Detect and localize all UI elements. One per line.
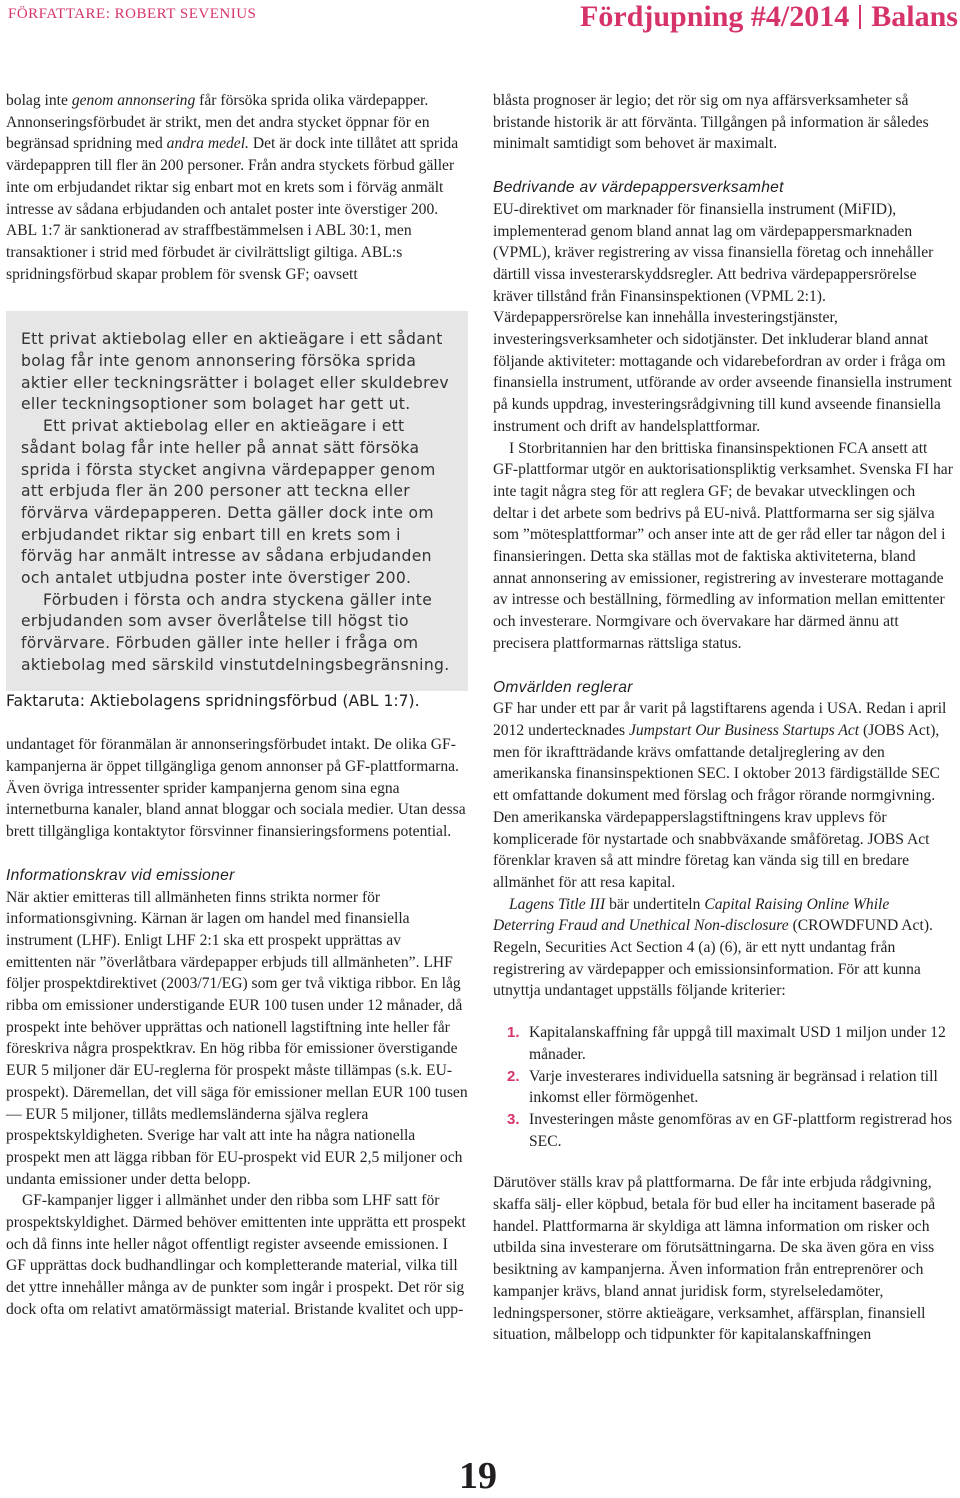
left-column	[6, 90, 468, 1321]
subheading-informationskrav: Informationskrav vid emissioner	[6, 866, 235, 884]
header-separator	[859, 5, 861, 29]
criteria-item: 1. Kapitalanskaffning får uppgå till maximalt USD 1 miljon under 12 månader.	[507, 1024, 946, 1063]
fact-box-caption: Faktaruta: Aktiebolagens spridningsförbud (ABL 1:7).	[6, 691, 420, 710]
criteria-number: 2.	[507, 1067, 520, 1085]
criteria-number: 3.	[507, 1110, 520, 1128]
right-paragraph-2: EU-direktivet om marknader för finansiella instrument (MiFID), implementerad genom bland annat lag om värdepappersmarknaden (VPML), kräver registrering av vissa finansiella företag och innehåller därtill vissa investerarskyddsregler. Att bedriva värdepappersrörelse kräver tillstånd från Finansinspektionen (VPML 2:1). Värdepappersrörelse kan innehålla investeringstjänster, investeringsverksamheter och sidotjänster. Det inkluderar bland annat följande aktiviteter: mottagande och vidarebefordran av order i fråga om finansiella instrument, utförande av order avseende finansiella instrument på kunds uppdrag, investeringsrådgivning till kund avseende finansiella instrument och drift av handelsplattformar.	[493, 200, 952, 435]
publication-header	[580, 0, 958, 34]
fact-box-paragraph: Ett privat aktiebolag eller en aktieägare i ett sådant bolag får inte heller på annat sätt försöka sprida i första stycket angivna värdepapper genom att erbjuda fler än 200 personer att teckna eller förvärva värdepapperen. Detta gäller dock inte om erbjudandet riktar sig enbart till en krets som i förväg har anmält intresse av sådana erbjudanden och antalet utbjudna poster inte överstiger 200.	[21, 417, 436, 588]
right-paragraph-6: Därutöver ställs krav på plattformarna. De får inte erbjuda rådgivning, skaffa sälj- eller köpbud, betala för bud eller ha incitament baserade på handel. Plattformarna är skyldiga att lämna information om risker och utbilda sina investerare om förutsättningarna. De ska även göra en viss besiktning av kampanjerna. Även information från entreprenörer och kampanjer krävs, bland annat juridisk form, styrelseledamöter, ledningspersoner, större aktieägare, verksamhet, affärsplan, finansiell situation, målbelopp och tidpunkter för kapitalanskaffningen	[493, 1174, 936, 1344]
right-paragraph-3: I Storbritannien har den brittiska finansinspektionen FCA ansett att GF-plattformar utgör en auktorisationspliktig verksamhet. Svenska FI har inte tagit några steg för att reglera GF; de bevakar utvecklingen och deltar i det arbete som bedrivs på EU-nivå. Plattformarna ser sig själva som ”mötesplattformar” och anser inte att de ger råd eller tar någon del i finansieringen. Detta ska ställas mot de faktiska aktiviteterna, bland annat annonsering av emissioner, registrering av investerare mottagande av intresse och beställning, förmedling av information mellan emittenter och investerare. Normgivare och övervakare har därmed ännu att precisera plattformarnas rättsliga status.	[493, 439, 953, 652]
subheading-omvarlden: Omvärlden reglerar	[493, 678, 633, 696]
right-paragraph-4: GF har under ett par år varit på lagstiftarens agenda i USA. Redan i april 2012 undertecknades Jumpstart Our Business Startups Act (JOBS Act), men för ikraftträdande krävs omfattande detaljreglering av den amerikanska finansinspektionen SEC. I oktober 2013 färdigställde SEC ett omfattande dokument med förslag och frågor rörande normgivning. Den amerikanska värdepapperslagstiftningens krav upplevs för komplicerade för nystartade och snabbväxande småföretag. JOBS Act förenklar kraven så att mindre företag kan vända sig till en bredare allmänhet för att resa kapital.	[493, 700, 947, 891]
right-paragraph-5: Lagens Title III bär undertiteln Capital Raising Online While Deterring Fraud and Unethical Non-disclosure (CROWDFUND Act). Regeln, Securities Act Section 4 (a) (6), är ett nytt undantag från registrering av värdepapper och emissionsinformation. För att kunna utnyttja undantaget uppställs följande kriterier:	[493, 895, 933, 1000]
left-paragraph-4: GF-kampanjer ligger i allmänhet under den ribba som LHF satt för prospektskyldighet. Därmed behöver emittenten inte upprätta ett prospekt och då finns inte heller något offentligt register avseende emissionen. I GF upprättas dock budhandlingar och kompletterande material, vilka till det yttre innehåller många av de punkter som ingår i prospekt. Det rör sig dock ofta om relativt amatörmässigt material. Bristande kvalitet och upp-	[6, 1192, 466, 1318]
subheading-vardepappersverksamhet: Bedrivande av värdepappersverksamhet	[493, 179, 784, 197]
criteria-item: 3. Investeringen måste genomföras av en GF-plattform registrerad hos SEC.	[507, 1110, 953, 1150]
right-column	[493, 90, 953, 1346]
left-paragraph-1: bolag inte genom annonsering får försöka sprida olika värdepapper. Annonseringsförbudet är strikt, men det andra stycket öppnar för en begränsad spridning med andra medel. Det är dock inte tillåtet att sprida värdepappren till fler än 200 personer. Från andra styckets förbud gäller inte om erbjudandet riktar sig enbart mot en krets som i förväg anmält intresse av sådana erbjudanden och antalet poster inte överstiger 200. ABL 1:7 är sanktionerad av straffbestämmelsen i ABL 30:1, men transaktioner i strid med förbudet är civilrättsligt giltiga. ABL:s spridningsförbud skapar problem för svensk GF; oavsett	[6, 92, 459, 283]
left-paragraph-3: När aktier emitteras till allmänheten finns strikta normer för informationsgivning. Kärnan är lagen om handel med finansiella instrument (LHF). Enligt LHF 2:1 ska ett prospekt upprättas av emittenten när ”överlåtbara värdepapper erbjuds till allmänheten”. LHF följer prospektdirektivet (2003/71/EG) som ger två viktiga ribbor. En låg ribba om emissioner understigande EUR 100 tusen under 12 månader, då prospekt inte behöver upprättas och nationell lagstiftning inte heller får föreskriva några prospektkrav. En hög ribba för emissioner överstigande EUR 5 miljoner där EU-reglerna för prospekt måste tillämpas (s.k. EU-prospekt). Däremellan, det vill säga för emissioner mellan EUR 100 tusen — EUR 5 miljoner, tillåts medlemsländerna själva reglera prospektskyldigheten. Sverige har valt att inte ha några nationella prospekt men att lägga ribban för EU-prospekt vid EUR 2,5 miljoner och undanta emissioner under detta belopp.	[6, 888, 468, 1188]
author-byline: FÖRFATTARE: ROBERT SEVENIUS	[8, 6, 257, 22]
criteria-list	[493, 1022, 953, 1152]
page-number: 19	[459, 1455, 497, 1497]
section-title: Balans	[871, 0, 958, 33]
publication-title: Fördjupning #4/2014	[580, 0, 850, 33]
fact-box-paragraph: Ett privat aktiebolag eller en aktieägare i ett sådant bolag får inte genom annonsering försöka sprida aktier eller teckningsrätter i bolaget eller skuldebrev eller teckningsoptioner som bolaget har gett ut.	[21, 330, 449, 414]
right-paragraph-1: blåsta prognoser är legio; det rör sig om nya affärsverksamheter så bristande historik är att förvänta. Tillgången på information är således minimalt samtidigt som behovet är maximalt.	[493, 92, 929, 153]
fact-box	[6, 311, 468, 690]
criteria-item: 2. Varje investerares individuella satsning är begränsad i relation till inkomst eller förmögenhet.	[507, 1067, 938, 1107]
fact-box-paragraph: Förbuden i första och andra styckena gäller inte erbjudanden som avser överlåtelse till högst tio förvärvare. Förbuden gäller inte heller i fråga om aktiebolag med särskild vinstutdelningsbegränsning.	[21, 590, 450, 674]
criteria-number: 1.	[507, 1024, 520, 1042]
left-paragraph-2: undantaget för föranmälan är annonseringsförbudet intakt. De olika GF-kampanjerna är öppet tillgängliga genom annonser på GF-plattformarna. Även övriga intressenter sprider kampanjerna genom sina egna internetburna kanaler, bland annat bloggar och sociala medier. Utan dessa brett tillgängliga kontaktytor försvinner finansieringsformens potential.	[6, 736, 466, 841]
